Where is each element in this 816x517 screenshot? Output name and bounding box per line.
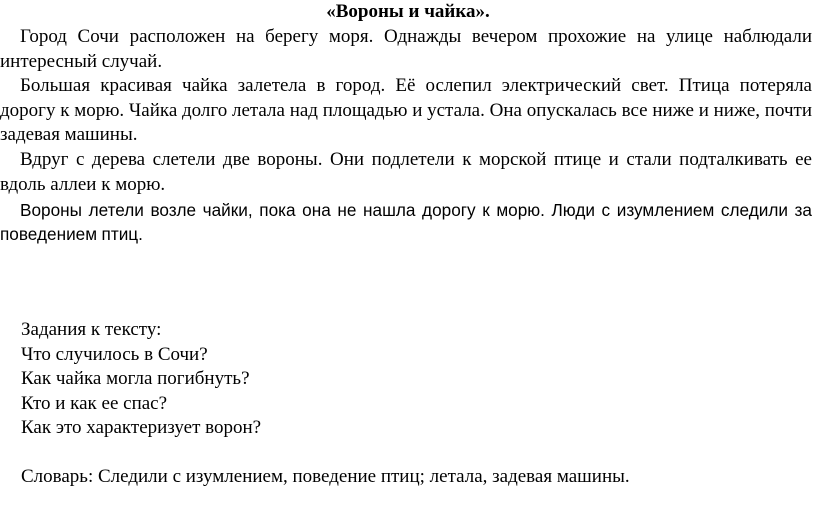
story-text (0, 25, 812, 246)
tasks-section (21, 318, 261, 441)
paragraph-1: Город Сочи расположен на берегу моря. Однажды вечером прохожие на улице наблюдали интересный случай. (0, 26, 812, 72)
tasks-heading: Задания к тексту: (21, 319, 162, 340)
task-item: Кто и как ее спас? (21, 392, 168, 414)
task-item: Как это характеризует ворон? (21, 417, 262, 439)
vocabulary-line: Словарь: Следили с изумлением, поведение птиц; летала, задевая машины. (21, 466, 630, 487)
document-title: «Вороны и чайка». (326, 1, 490, 22)
task-item: Как чайка могла погибнуть? (21, 368, 250, 390)
paragraph-3: Вдруг с дерева слетели две вороны. Они подлетели к морской птице и стали подталкивать ее вдоль аллеи к морю. (0, 148, 812, 195)
task-item: Что случилось в Сочи? (21, 343, 208, 365)
paragraph-2: Большая красивая чайка залетела в город. Её ослепил электрический свет. Птица потеряла дорогу к морю. Чайка долго летала над площадью и устала. Она опускалась все ниже и ниже, почти задевая машины. (0, 75, 812, 146)
paragraph-4: Вороны летели возле чайки, пока она не нашла дорогу к морю. Люди с изумлением следили за поведением птиц. (0, 200, 812, 244)
